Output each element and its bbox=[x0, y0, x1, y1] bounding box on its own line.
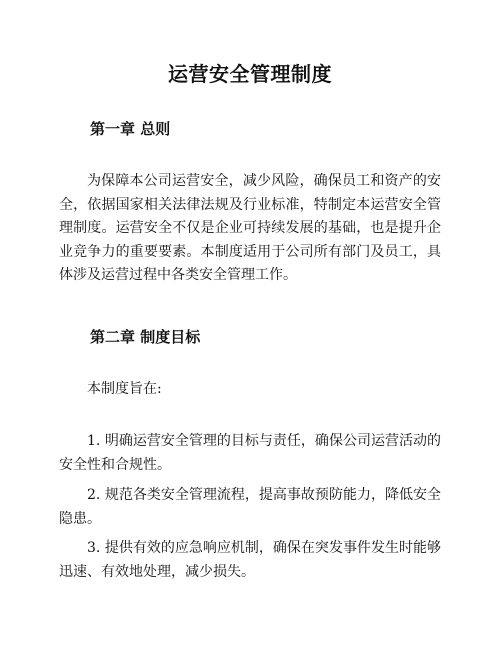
chapter-1-paragraph: 为保障本公司运营安全，减少风险，确保员工和资产的安全，依据国家相关法律法规及行业标准，特制定本运营安全管理制度。运营安全不仅是企业可持续发展的基础，也是提升企业竞争力的重要要素。本制度适用于公司所有部门及员工，具体涉及运营过程中各类安全管理工作。 bbox=[59, 173, 441, 283]
chapter-2-intro: 本制度旨在: bbox=[87, 381, 162, 397]
chapter-heading-2: 第二章 制度目标 bbox=[90, 328, 201, 346]
goal-item-2: 2. 规范各类安全管理流程，提高事故预防能力，降低安全隐患。 bbox=[59, 487, 441, 527]
document-title: 运营安全管理制度 bbox=[168, 62, 332, 86]
chapter-heading-1: 第一章 总则 bbox=[90, 120, 171, 138]
goal-item-1: 1. 明确运营安全管理的目标与责任，确保公司运营活动的安全性和合规性。 bbox=[59, 433, 441, 473]
goal-item-3: 3. 提供有效的应急响应机制，确保在突发事件发生时能够迅速、有效地处理，减少损失。 bbox=[59, 540, 441, 580]
